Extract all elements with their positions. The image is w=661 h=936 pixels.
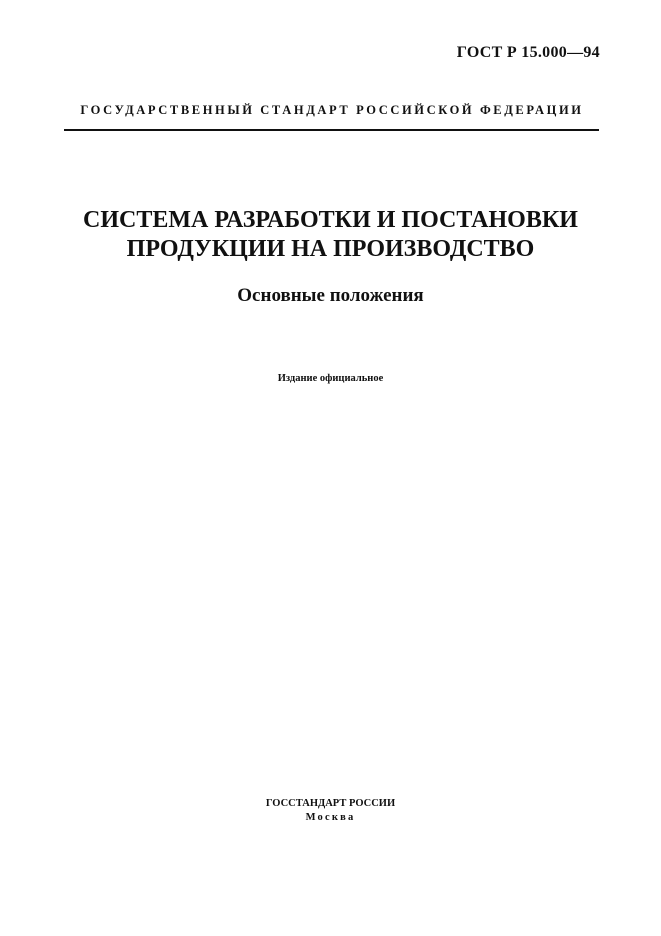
document-title-line-2: ПРОДУКЦИИ НА ПРОИЗВОДСТВО [126, 236, 535, 262]
document-code: ГОСТ Р 15.000—94 [456, 44, 600, 61]
document-title [0, 206, 661, 264]
document-subtitle: Основные положения [237, 285, 424, 306]
publisher-block [0, 797, 661, 825]
document-title-line-1: СИСТЕМА РАЗРАБОТКИ И ПОСТАНОВКИ [83, 207, 578, 233]
state-standard-heading: ГОСУДАРСТВЕННЫЙ СТАНДАРТ РОССИЙСКОЙ ФЕДЕРАЦИИ [80, 103, 584, 117]
publisher-name: ГОССТАНДАРТ РОССИИ [265, 798, 396, 809]
publisher-city: Москва [305, 812, 356, 823]
edition-label: Издание официальное [277, 373, 384, 384]
header-divider [64, 129, 599, 131]
